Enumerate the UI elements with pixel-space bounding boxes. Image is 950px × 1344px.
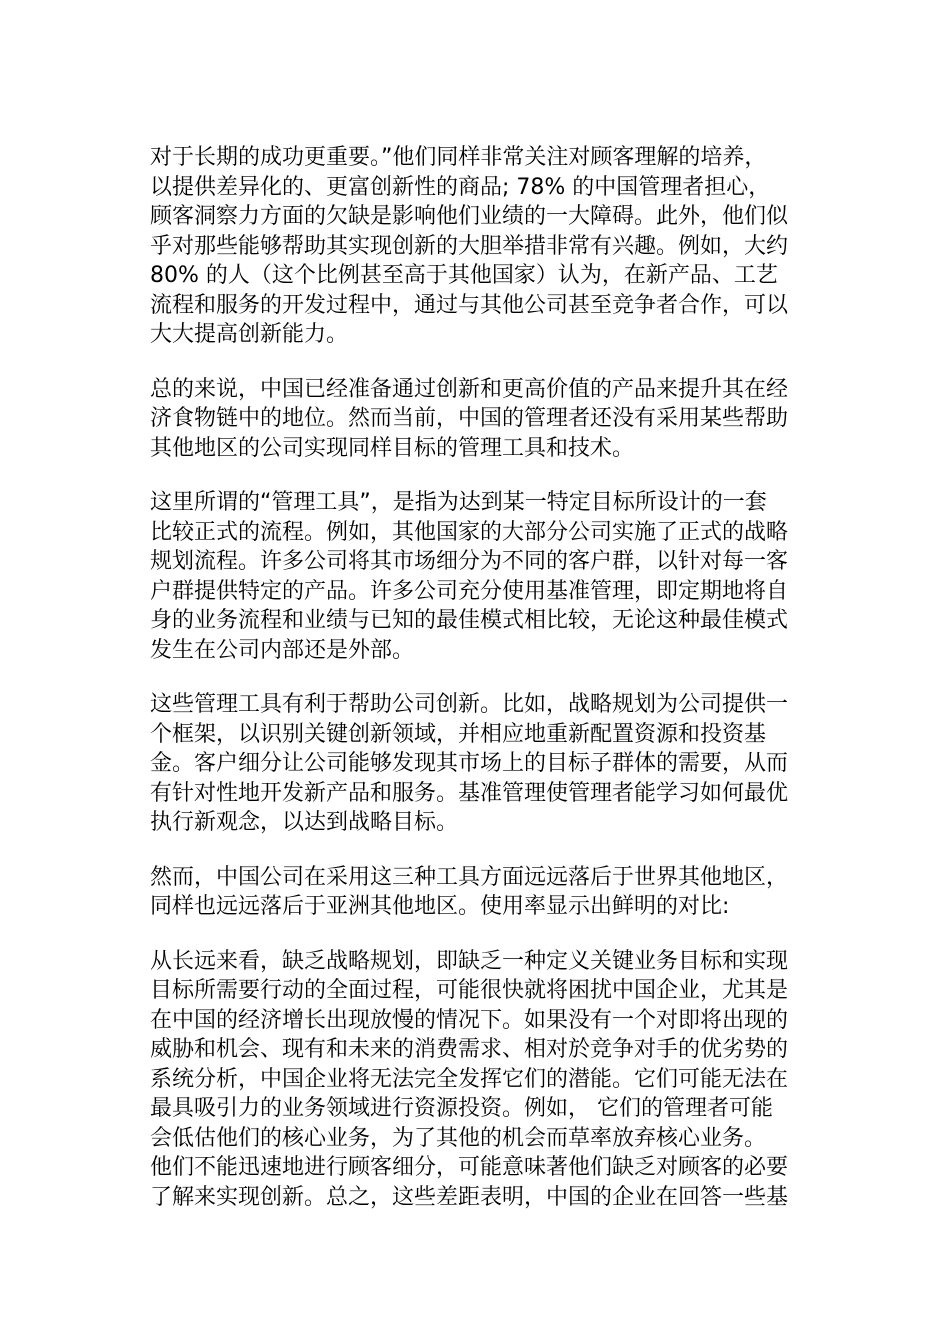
text-line: 系统分析，中国企业将无法完全发挥它们的潜能。它们可能无法在 bbox=[150, 1066, 789, 1092]
text-line: 对于长期的成功更重要。”他们同样非常关注对顾客理解的培养， bbox=[150, 145, 767, 170]
text-line: 然而，中国公司在采用这三种工具方面远远落后于世界其他地区， bbox=[150, 864, 789, 890]
paragraph-1 bbox=[150, 143, 802, 350]
text-line: 乎对那些能够帮助其实现创新的大胆举措非常有兴趣。例如，大约 bbox=[150, 233, 789, 259]
text-line: 了解来实现创新。总之，这些差距表明，中国的企业在回答一些基 bbox=[150, 1184, 789, 1210]
text-line: 会低估他们的核心业务，为了其他的机会而草率放弃核心业务。 bbox=[150, 1125, 767, 1151]
text-line: 执行新观念，以达到战略目标。 bbox=[150, 810, 459, 835]
paragraph-4 bbox=[150, 690, 802, 838]
text-line: 目标所需要行动的全面过程，可能很快就将困扰中国企业，尤其是 bbox=[150, 978, 789, 1003]
paragraph-3 bbox=[150, 488, 802, 665]
text-line: 最具吸引力的业务领域进行资源投资。例如， 它们的管理者可能 bbox=[150, 1096, 773, 1121]
text-line: 从长远来看，缺乏战略规划，即缺乏一种定义关键业务目标和实现 bbox=[150, 948, 789, 974]
text-line: 规划流程。许多公司将其市场细分为不同的客户群，以针对每一客 bbox=[150, 549, 789, 574]
text-line: 其他地区的公司实现同样目标的管理工具和技术。 bbox=[150, 435, 635, 461]
document-page bbox=[150, 143, 802, 1237]
text-line: 大大提高创新能力。 bbox=[150, 322, 349, 347]
paragraph-6 bbox=[150, 947, 802, 1213]
text-line: 金。客户细分让公司能够发现其市场上的目标子群体的需要，从而 bbox=[150, 751, 789, 776]
text-line: 发生在公司内部还是外部。 bbox=[150, 637, 415, 663]
text-line: 这些管理工具有利于帮助公司创新。比如，战略规划为公司提供一 bbox=[150, 692, 789, 717]
text-line: 以提供差异化的、更富创新性的商品; 78% 的中国管理者担心， bbox=[150, 174, 771, 200]
text-line: 有针对性地开发新产品和服务。基准管理使管理者能学习如何最优 bbox=[150, 780, 789, 806]
text-line: 威胁和机会、现有和未来的消费需求、相对於竞争对手的优劣势的 bbox=[150, 1037, 789, 1062]
text-line: 户群提供特定的产品。许多公司充分使用基准管理，即定期地将自 bbox=[150, 578, 789, 604]
text-line: 济食物链中的地位。然而当前，中国的管理者还没有采用某些帮助 bbox=[150, 406, 789, 431]
text-line: 比较正式的流程。例如，其他国家的大部分公司实施了正式的战略 bbox=[150, 519, 789, 545]
text-line: 在中国的经济增长出现放慢的情况下。如果没有一个对即将出现的 bbox=[150, 1007, 789, 1033]
text-line: 这里所谓的“管理工具”，是指为达到某一特定目标所设计的一套 bbox=[150, 490, 767, 515]
text-line: 总的来说，中国已经准备通过创新和更高价值的产品来提升其在经 bbox=[150, 376, 789, 402]
text-line: 个框架，以识别关键创新领域，并相应地重新配置资源和投资基 bbox=[150, 721, 767, 747]
text-line: 流程和服务的开发过程中，通过与其他公司甚至竞争者合作，可以 bbox=[150, 292, 789, 318]
text-line: 顾客洞察力方面的欠缺是影响他们业绩的一大障碍。此外，他们似 bbox=[150, 204, 789, 229]
text-line: 同样也远远落后于亚洲其他地区。使用率显示出鲜明的对比: bbox=[150, 894, 730, 919]
paragraph-5 bbox=[150, 863, 802, 922]
paragraph-2 bbox=[150, 375, 802, 464]
text-line: 身的业务流程和业绩与已知的最佳模式相比较，无论这种最佳模式 bbox=[150, 608, 789, 633]
text-line: 他们不能迅速地进行顾客细分，可能意味著他们缺乏对顾客的必要 bbox=[150, 1155, 789, 1180]
text-line: 80% 的人（这个比例甚至高于其他国家）认为，在新产品、工艺 bbox=[150, 263, 778, 288]
